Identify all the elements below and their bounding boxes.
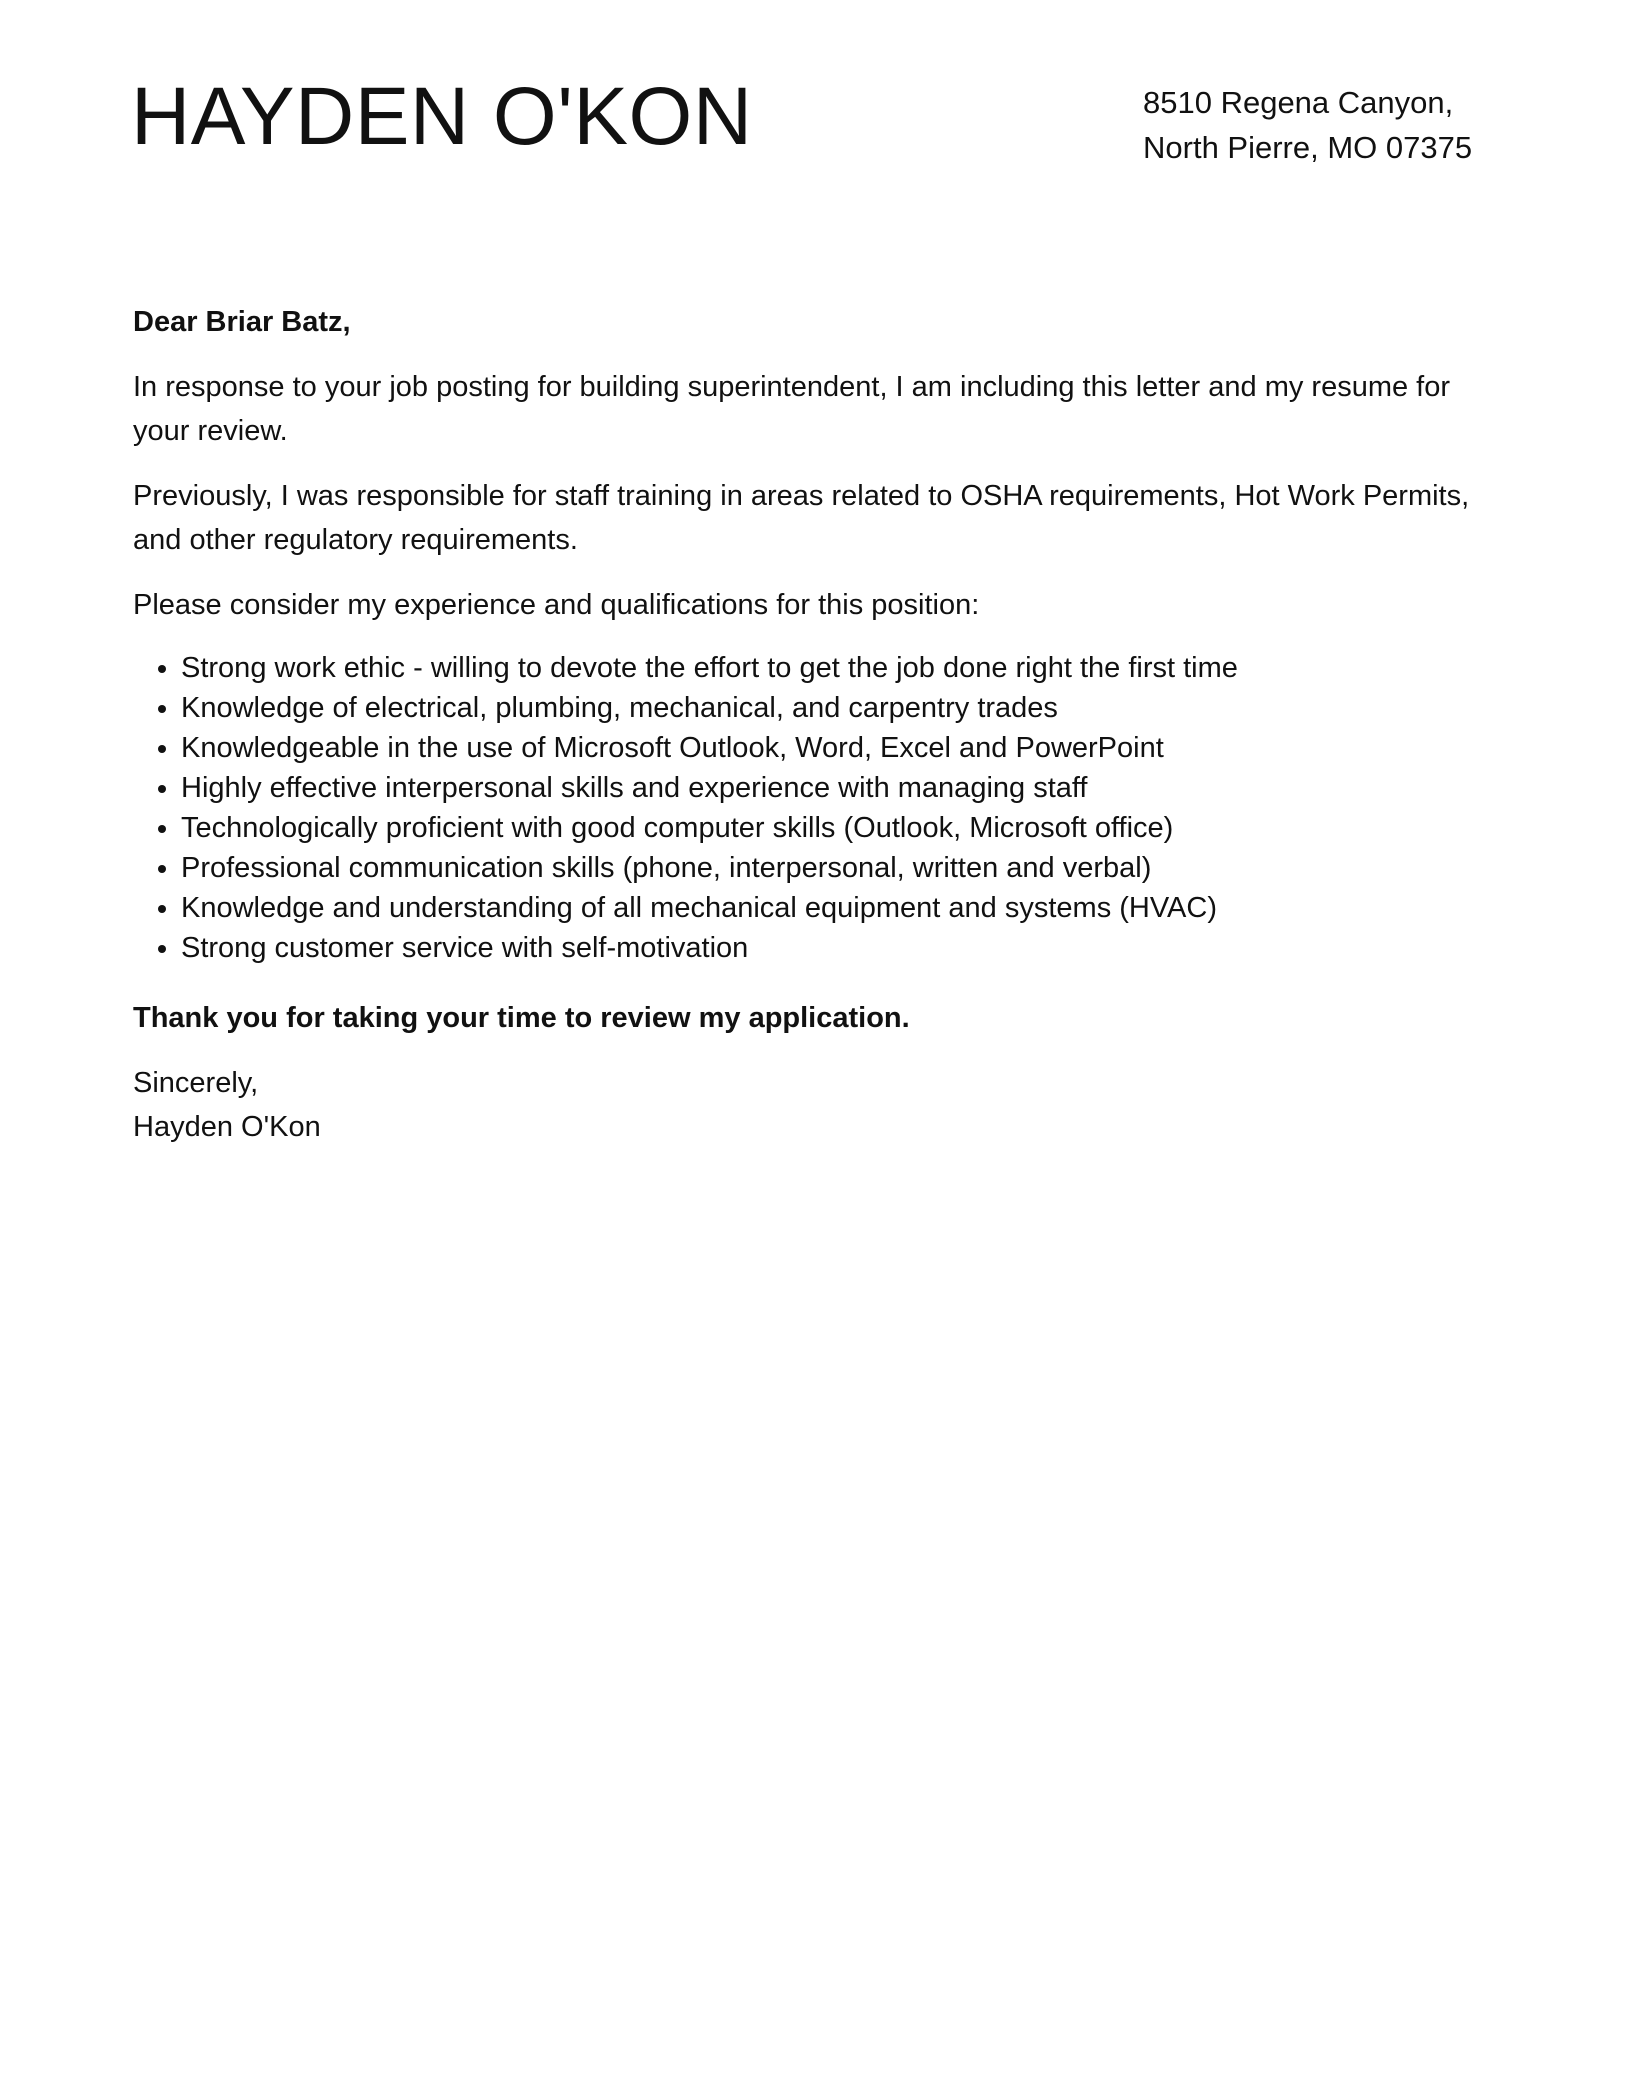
list-item: • Strong work ethic - willing to devote the effort to get the job done right the first time — [181, 648, 1503, 688]
signoff: Sincerely, — [133, 1067, 259, 1099]
letter-body — [133, 300, 1503, 1149]
paragraph-experience: Previously, I was responsible for staff training in areas related to OSHA requirements, Hot Work Permits, and other regulatory requirements. — [133, 480, 1470, 556]
signature: Hayden O'Kon — [133, 1111, 321, 1143]
closing-thanks: Thank you for taking your time to review my application. — [133, 1002, 910, 1034]
list-item: • Professional communication skills (phone, interpersonal, written and verbal) — [181, 848, 1503, 888]
list-item: • Technologically proficient with good computer skills (Outlook, Microsoft office) — [181, 808, 1503, 848]
address-line-1: 8510 Regena Canyon, — [1143, 85, 1454, 120]
list-item: • Strong customer service with self-motivation — [181, 928, 1503, 968]
address-block — [1143, 80, 1472, 170]
salutation: Dear Briar Batz, — [133, 306, 351, 338]
list-item: • Highly effective interpersonal skills and experience with managing staff — [181, 768, 1503, 808]
list-item: • Knowledge and understanding of all mechanical equipment and systems (HVAC) — [181, 888, 1503, 928]
list-item: • Knowledgeable in the use of Microsoft Outlook, Word, Excel and PowerPoint — [181, 728, 1503, 768]
qualifications-list — [133, 648, 1503, 968]
list-item: • Knowledge of electrical, plumbing, mechanical, and carpentry trades — [181, 688, 1503, 728]
paragraph-qualifications-lead: Please consider my experience and qualifications for this position: — [133, 589, 980, 621]
applicant-name: HAYDEN O'KON — [131, 71, 753, 162]
paragraph-intro: In response to your job posting for building superintendent, I am including this letter and my resume for your review. — [133, 371, 1451, 447]
address-line-2: North Pierre, MO 07375 — [1143, 130, 1473, 165]
